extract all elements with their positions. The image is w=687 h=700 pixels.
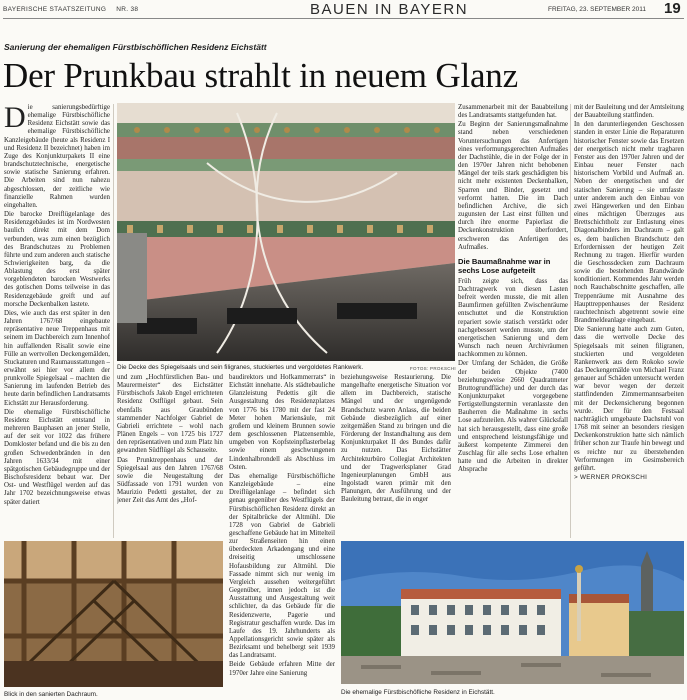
paragraph: Zusammenarbeit mit der Bauabteilung des Landratsamts stattgefunden hat. bbox=[458, 104, 568, 120]
masthead bbox=[0, 0, 687, 22]
paragraph: Das Prunktreppenhaus und der Spiegelsaal aus den Jahren 1767/68 sowie die Neugestaltung der Südfassade von 1791 wurden von Maurizio Pedetti gestaltet, der zu jener Zeit das Amt des „Hof- bbox=[117, 456, 223, 505]
column-divider bbox=[113, 104, 114, 538]
photo-credit: FOTOS: PROKSCHI bbox=[410, 366, 456, 371]
paragraph: In den darunterliegenden Geschossen standen in erster Linie die Reparaturen historischer Fenster sowie das Ersetzen der energetisch nicht mehr tragbaren Fenster aus den 1970er Jahren und der Einbau neuer Fenster nach historischem Vorbild und Aufmaß an. Neben der energetischen und der statischen Sanierung – sie umfasste unter anderem auch den Einbau von zwei Hängewerken und den Einbau eines mächtigen Überzuges aus Brettschichtholz zur Entlastung eines Diagonalbinders im Dachraum – galt es, dem baulichen Brandschutz den Erfordernissen der heutigen Zeit Rechnung zu tragen. Hierfür wurden die Geschossdecken zum Dachraum sowie die bestehenden Brandwände konditioniert. Kommendes Jahr werden noch Rauchabschnitte geschaffen, alle Treppenräume mit Ausnahme des Haupttreppenhauses der Residenz rauchtechnisch abgetrennt sowie eine Brandmeldeanlage eingebaut. bbox=[574, 121, 684, 325]
article-kicker: Sanierung der ehemaligen Fürstbischöflichen Residenz Eichstätt bbox=[4, 42, 267, 52]
article-column-5 bbox=[458, 104, 568, 540]
article-headline: Der Prunkbau strahlt in neuem Glanz bbox=[3, 56, 518, 95]
paragraph: Dies, wie auch das erst später in den Jahren 1767/68 eingebaute repräsentative neue Treppenhaus mit seinem im Dachbereich zum Innenhof hin auffallenden Risalit sowie eine Fülle an wertvollen Deckengemälden, Stuckaturen und Raumausstattungen – erwähnt sei hier vor allem der prunkvolle Spiegelsaal – machten die Sanierung im laufenden Betrieb des heute darin befindlichen Landratsamts Eichstätt zur Herausforderung. bbox=[4, 309, 110, 407]
attic-image bbox=[4, 541, 223, 687]
article-column-3 bbox=[229, 374, 335, 692]
section-title: BAUEN IN BAYERN bbox=[310, 1, 469, 18]
mirror-hall-image bbox=[117, 103, 455, 361]
subheading: Die Baumaßnahme war in sechs Lose aufgeteilt bbox=[458, 256, 551, 275]
paragraph: Das ehemalige Fürstbischöfliche Kanzleigebäude – eine Dreiflügelanlage – befindet sich genau gegenüber des Westflügels der Fürstbischöflichen Residenz direkt an der Spitalbrücke der Altmühl. Die 1728 von Gabriel de Gabrieli geschaffene Gebäude hat im Mittelteil zur Straßenseiten hin einen überdeckten Arkadengang und eine dreiseitig umschlossene Hofausbildung zur Altmühl. Die Fassade nimmt sich nur wenig im Vergleich aussehen weitergeführt Gegenüber, innen jedoch ist die Ausstattung und Ausgestaltung weit schlichter, da das Gebäude für die Residenzwerte, Pagerie und Registratur geschaffen wurde. Das im Laufe des 19. Jahrhunderts als Appellationsgericht sowie später als Bezirksamt und behelbergt seit 1939 das Landratsamt. bbox=[229, 472, 335, 660]
masthead-rule bbox=[3, 18, 684, 19]
attic-caption: Blick in den sanierten Dachraum. bbox=[4, 691, 98, 698]
article-author: > WERNER PROKSCHI bbox=[574, 474, 648, 482]
newspaper-name: BAYERISCHE STAATSZEITUNG NR. 38 bbox=[3, 6, 139, 13]
residence-image bbox=[341, 541, 684, 684]
paragraph: und zum „Hochfürstlichen Bau- und Maurermeister“ des Eichstätter Fürstbischofs Jakob Engel errichteten Residenz Ostflügel gebaut. Sein ebenfalls aus Graubünden stammender Nachfolger Gabriel de Gabrieli errichtete – wohl nach Plänen Engels – von 1725 bis 1727 den repräsentativen und zum Platz hin gewandten Südflügel als Schauseite. bbox=[117, 374, 223, 455]
paragraph: Die ehemalige Fürstbischöfliche Residenz Eichstätt entstand in mehreren Bauphasen an jener Stelle, auf der seit vor 1022 das frühere Domkloster befand und die bis zu den großen Schwedenbränden in den Jahren 1633/34 mit einer spätgotischen Gebäudegruppe und der Bischofsresidenz bebaut war. Der Ost- und Westflügel werden auf das Jahr 1702 bezeichnungsweise etwas später datiert bbox=[4, 408, 110, 506]
article-column-2 bbox=[117, 374, 223, 536]
paragraph: Zu Beginn der Sanierungsmaßnahme stand neben verschiedenen Voruntersuchungen das Anfertigen eines verformungsgerechten Aufmaßes der Dachstühle, die in der Folge der in den 1970er Jahren nicht behobenen Mängel der teils stark geschädigten bis nicht mehr existenten Deckenbalken, Sparren und Binder, gesetzt und verformt hatten. Die im Dach befindlichen Archive, die sich zugunsten der Last einst füllten und durch ihre enorme Papierlast die Deckenkonstruktion überfordert, erschweren das Anfertigen des Aufmaßes. bbox=[458, 121, 568, 251]
column-divider bbox=[570, 104, 571, 538]
paragraph: baudirektors und Hofkammerrats“ in Eichstätt innehatte. Als städtebauliche Glanzleistung Pedettis gilt die Ausgestaltung des Residenzplatzes von 1776 bis 1780 mit der fast 24 Meter hohen Mariensäule, mit großem und kleinem Brunnen sowie dem geschlossenen Platzensemble, umgeben von Kopfsteinpflasterbelag sowie einem geschwungenen Lindenhalbrondell als Abschluss im Osten. bbox=[229, 374, 335, 471]
issue-date: FREITAG, 23. SEPTEMBER 2011 bbox=[548, 6, 647, 13]
article-column-1 bbox=[4, 104, 110, 592]
paragraph: Der Umfang der Schäden, die Größe der beiden Objekte (7400 beziehungsweise 2660 Quadratmeter Bruttogrundfläche) und der durch das Konjunkturpaket vorgegebene Fertigstellungstermin veranlasste den Bauherren die Maßnahme in sechs Lose aufzuteilen. Als wahrer Glücksfall hat sich herausgestellt, dass eine große und entsprechend leistungsfähige und äußerst kompetente Zimmerei den Zuschlag für alle sechs Lose erhalten hatte und die Arbeiten in direkter Absprache bbox=[458, 360, 568, 474]
mirror-hall-photo bbox=[117, 103, 455, 361]
residence-photo bbox=[341, 541, 684, 684]
paragraph: beziehungsweise Restaurierung. Die mangelhafte energetische Situation vor allem im Dachbereich, statische Mängel und der ungenügende Brandschutz waren Anlass, die beiden Gebäude diesbezüglich auf einer zeitgemäßen Stand zu bringen und die Förderung der Instandhaltung aus dem Konjunkturpaket II des Bundes dafür zu nutzen. Das Eichstätter Architekturbüro Collegiat Architekten und der Tragwerksplaner Grad Ingenieurplanungen GmbH aus Ingolstadt waren primär mit den Planungen, der Ausführung und der Bauleitung betraut, die in enger bbox=[341, 374, 451, 504]
paragraph: Die Sanierung hatte auch zum Guten, dass die wertvolle Decke des Spiegelsaals mit seinen filigranen, stuckierten und vergoldeten Rankenwerk aus dem Rokoko sowie das Deckengemälde von Michael Franz genauer auf Schäden untersucht werden war bevor wegen der derzeit stattfindenden Zimmermannsarbeiten mit der Deckensicherung begonnen wurde. Der für den Festsaal nachträglich umgebaute Dachstuhl von 1768 mit seiner an besonders riesigen Deckenkonstruktion hatte sich nämlich früher schon zur Traufe hin bewegt und es reichte nur zu überstehenden Verformungen im Gesimsbereich geführt. bbox=[574, 326, 684, 472]
paragraph: Beide Gebäude erfahren Mitte der 1970er Jahre eine Sanierung bbox=[229, 661, 335, 677]
paragraph: ie sanierungsbedürftige ehemalige Fürstbischöfliche Residenz Eichstätt sowie das ehemalige Fürstbischöfliche Kanzleigebäude (heute als Residenz I und Residenz II bezeichnet) haben im Zuge des Konjunkturpakets II eine brandschutztechnische, energetische sowie statische Sanierung erfahren. Die Arbeiten sind nun nahezu abgeschlossen, der zeitliche wie finanzielle Rahmen wurden eingehalten. bbox=[4, 104, 110, 209]
drop-cap: D bbox=[4, 104, 26, 134]
paragraph: Die barocke Dreiflügelanlage des Residenzgebäudes ist im Nordwesten baulich direkt mit dem Dom verbunden, was zum einen bezüglich des Brandschutzes zu Problemen führte und zum anderen auch statische Schwierigkeiten barg, da die Ablastung des erst später vorgeblendeten barocken Westwerks des gotischen Doms teilweise in das Residenzgebäude greift und auf morsche Deckenbalken lastete. bbox=[4, 211, 110, 308]
page-number: 19 bbox=[664, 0, 681, 17]
article-column-6 bbox=[574, 104, 684, 540]
mirror-hall-caption: Die Decke des Spiegelsaals und sein filigranes, stuckiertes und vergoldetes Rankwerk. bbox=[117, 364, 364, 371]
issue-number: NR. 38 bbox=[116, 6, 139, 13]
article-column-4 bbox=[341, 374, 451, 536]
attic-photo bbox=[4, 541, 223, 687]
paragraph: mit der Bauleitung und der Amtsleitung der Bauabteilung stattfinden. bbox=[574, 104, 684, 120]
paragraph: Früh zeigte sich, dass das Dachtragwerk von diesen Lasten befreit werden musste, die mit allen Baumfirmen gefüllten Zwischenräume entschuttet und die Konstruktion repariert sowie statisch verstärkt oder nachgebessert werden musste, um der energetischen Sanierung und dem Wunsch nach neuen Archivräumen nachkommen zu können. bbox=[458, 277, 568, 359]
residence-caption: Die ehemalige Fürstbischöfliche Residenz in Eichstätt. bbox=[341, 689, 495, 696]
